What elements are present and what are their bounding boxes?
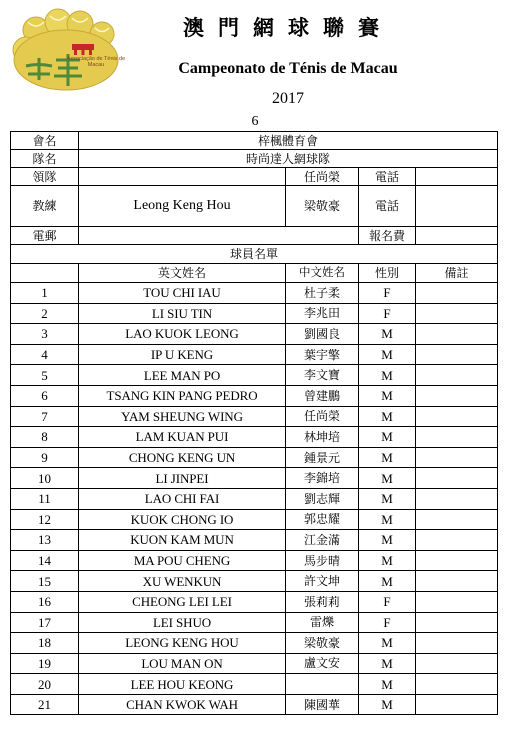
player-english-name: CHAN KWOK WAH [79,694,286,715]
player-english-name: CHONG KENG UN [79,447,286,468]
player-sex: M [359,674,416,695]
player-remarks [416,324,498,345]
player-remarks [416,468,498,489]
player-number: 16 [11,591,79,612]
player-remarks [416,633,498,654]
roster-title: 球員名單 [11,245,498,264]
player-remarks [416,530,498,551]
player-remarks [416,612,498,633]
player-sex: M [359,427,416,448]
table-row [11,406,498,427]
player-sex: F [359,612,416,633]
leader-label: 領隊 [11,168,79,186]
player-english-name: LAM KUAN PUI [79,427,286,448]
player-english-name: CHEONG LEI LEI [79,591,286,612]
player-sex: M [359,550,416,571]
player-number: 2 [11,303,79,324]
table-row [11,427,498,448]
player-english-name: LEE HOU KEONG [79,674,286,695]
player-chinese-name: 劉國良 [286,324,359,345]
table-row [11,633,498,654]
player-remarks [416,550,498,571]
leader-phone-label: 電話 [359,168,416,186]
col-header-remarks: 備註 [416,264,498,283]
email-value [79,227,359,245]
association-logo [8,8,126,94]
leader-phone-value [416,168,498,186]
player-remarks [416,571,498,592]
table-row [11,550,498,571]
player-sex: M [359,488,416,509]
registration-table [10,131,498,715]
player-sex: M [359,509,416,530]
club-row [11,132,498,150]
player-english-name: IP U KENG [79,344,286,365]
player-english-name: YAM SHEUNG WING [79,406,286,427]
player-chinese-name: 梁敬豪 [286,633,359,654]
player-number: 4 [11,344,79,365]
coach-english-name: Leong Keng Hou [79,186,286,227]
player-remarks [416,427,498,448]
table-row [11,447,498,468]
player-remarks [416,365,498,386]
table-row [11,591,498,612]
table-row [11,571,498,592]
col-header-chinese-name: 中文姓名 [286,264,359,283]
player-chinese-name: 曾建鵬 [286,385,359,406]
player-chinese-name: 葉宇擎 [286,344,359,365]
table-row [11,488,498,509]
player-remarks [416,303,498,324]
player-remarks [416,406,498,427]
title-portuguese: Campeonato de Ténis de Macau [178,60,398,77]
player-number: 12 [11,509,79,530]
player-chinese-name: 杜子柔 [286,283,359,304]
table-row [11,694,498,715]
logo-text: Associação de Ténis de Macau [66,56,126,68]
coach-label: 教練 [11,186,79,227]
player-number: 8 [11,427,79,448]
coach-chinese-name: 梁敬豪 [286,186,359,227]
table-row [11,530,498,551]
player-chinese-name: 郭忠耀 [286,509,359,530]
form-number: 6 [251,114,259,129]
email-label: 電郵 [11,227,79,245]
player-remarks [416,447,498,468]
fee-label: 報名費 [359,227,416,245]
player-english-name: LEI SHUO [79,612,286,633]
table-row [11,653,498,674]
player-number: 18 [11,633,79,654]
roster-header-row [11,264,498,283]
player-number: 20 [11,674,79,695]
player-number: 13 [11,530,79,551]
player-sex: M [359,365,416,386]
player-sex: M [359,406,416,427]
team-row [11,150,498,168]
player-number: 9 [11,447,79,468]
player-chinese-name [286,674,359,695]
coach-phone-value [416,186,498,227]
player-chinese-name: 劉志輝 [286,488,359,509]
player-sex: F [359,591,416,612]
player-chinese-name: 林坤培 [286,427,359,448]
player-english-name: LAO CHI FAI [79,488,286,509]
table-row [11,612,498,633]
player-remarks [416,694,498,715]
leader-row [11,168,498,186]
email-row [11,227,498,245]
player-chinese-name: 李兆田 [286,303,359,324]
player-chinese-name: 陳國華 [286,694,359,715]
player-sex: F [359,303,416,324]
table-row [11,324,498,345]
player-english-name: TSANG KIN PANG PEDRO [79,385,286,406]
player-chinese-name: 李文寶 [286,365,359,386]
player-number: 11 [11,488,79,509]
player-remarks [416,509,498,530]
player-english-name: LI JINPEI [79,468,286,489]
player-number: 6 [11,385,79,406]
player-english-name: KUON KAM MUN [79,530,286,551]
roster-title-row [11,245,498,264]
player-english-name: KUOK CHONG IO [79,509,286,530]
player-number: 19 [11,653,79,674]
player-chinese-name: 盧文安 [286,653,359,674]
player-chinese-name: 江金滿 [286,530,359,551]
fee-value [416,227,498,245]
player-sex: M [359,447,416,468]
team-label: 隊名 [11,150,79,168]
table-row [11,365,498,386]
leader-chinese-name: 任尚榮 [286,168,359,186]
player-chinese-name: 張莉莉 [286,591,359,612]
player-english-name: LAO KUOK LEONG [79,324,286,345]
player-english-name: LOU MAN ON [79,653,286,674]
player-number: 21 [11,694,79,715]
player-sex: M [359,468,416,489]
player-sex: F [359,283,416,304]
player-sex: M [359,385,416,406]
player-remarks [416,344,498,365]
player-number: 3 [11,324,79,345]
player-number: 1 [11,283,79,304]
col-header-english-name: 英文姓名 [79,264,286,283]
table-row [11,283,498,304]
player-sex: M [359,571,416,592]
player-english-name: MA POU CHENG [79,550,286,571]
player-english-name: LEONG KENG HOU [79,633,286,654]
player-chinese-name: 李錦培 [286,468,359,489]
table-row [11,385,498,406]
col-header-sex: 性別 [359,264,416,283]
player-chinese-name: 任尚榮 [286,406,359,427]
club-value: 梓楓體育會 [79,132,498,150]
player-chinese-name: 雷爍 [286,612,359,633]
table-row [11,674,498,695]
col-header-number [11,264,79,283]
player-number: 14 [11,550,79,571]
player-number: 10 [11,468,79,489]
title-chinese: 澳門網球聯賽 [183,16,393,40]
player-english-name: TOU CHI IAU [79,283,286,304]
player-remarks [416,283,498,304]
player-remarks [416,488,498,509]
table-row [11,303,498,324]
logo-emblem-icon [72,44,94,55]
player-sex: M [359,694,416,715]
player-sex: M [359,633,416,654]
player-sex: M [359,324,416,345]
player-number: 17 [11,612,79,633]
leader-english-name [79,168,286,186]
player-number: 5 [11,365,79,386]
player-sex: M [359,530,416,551]
player-english-name: LEE MAN PO [79,365,286,386]
player-remarks [416,385,498,406]
player-number: 15 [11,571,79,592]
player-chinese-name: 鍾景元 [286,447,359,468]
roster-body [11,283,498,715]
coach-phone-label: 電話 [359,186,416,227]
player-english-name: XU WENKUN [79,571,286,592]
team-value: 時尚達人網球隊 [79,150,498,168]
table-row [11,509,498,530]
table-row [11,468,498,489]
player-number: 7 [11,406,79,427]
player-sex: M [359,344,416,365]
table-row [11,344,498,365]
club-label: 會名 [11,132,79,150]
player-chinese-name: 許文坤 [286,571,359,592]
player-sex: M [359,653,416,674]
season-year: 2017 [272,90,304,107]
player-remarks [416,653,498,674]
player-chinese-name: 馬步晴 [286,550,359,571]
coach-row [11,186,498,227]
player-remarks [416,591,498,612]
player-english-name: LI SIU TIN [79,303,286,324]
player-remarks [416,674,498,695]
